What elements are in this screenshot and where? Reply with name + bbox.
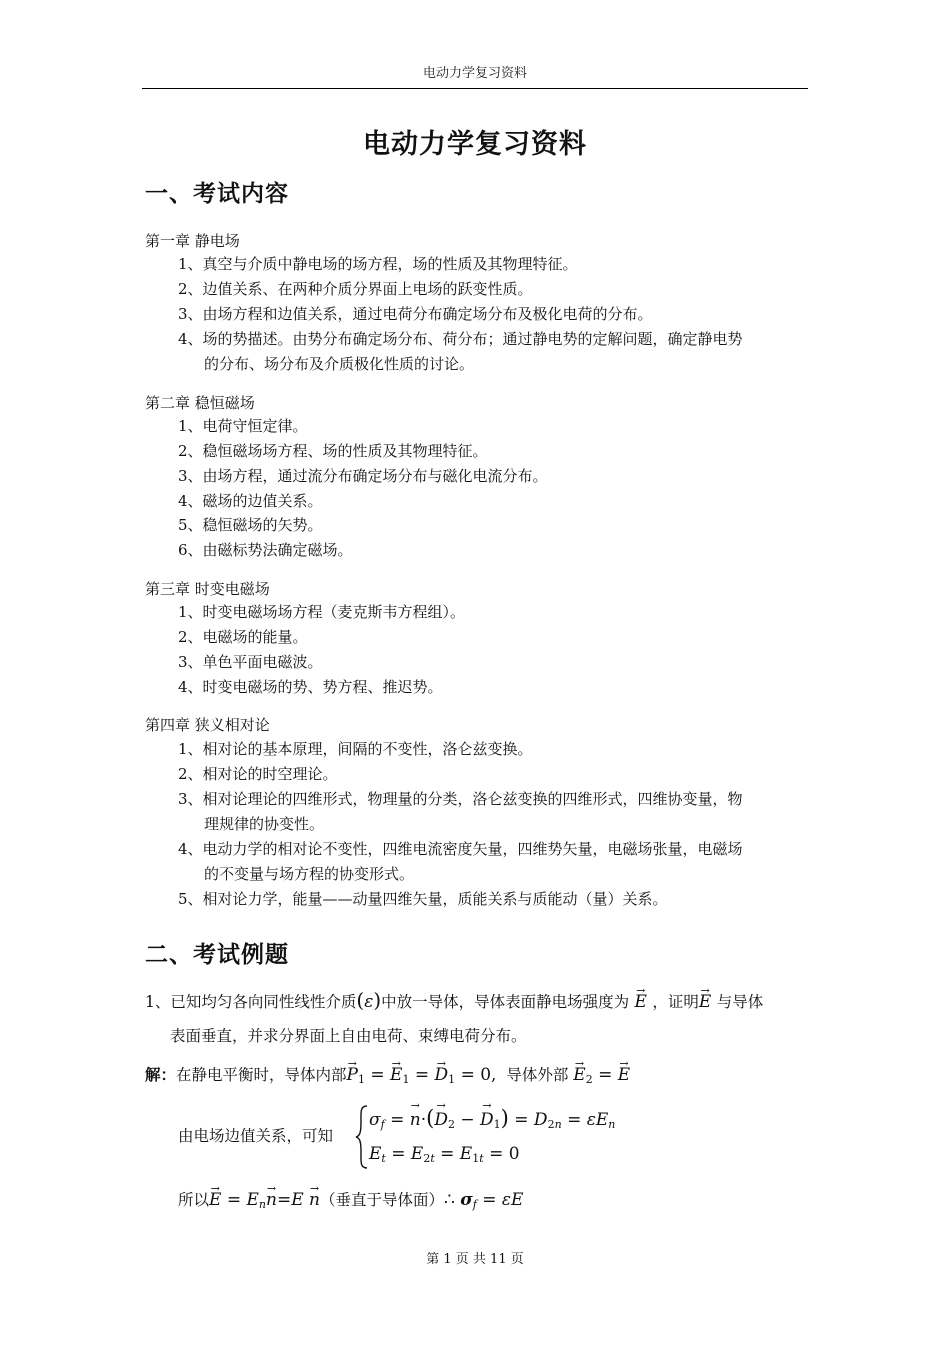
conclusion-text: 所以 bbox=[178, 1191, 210, 1209]
boundary-equation-system bbox=[355, 1104, 615, 1170]
chapter-4-item: 5、相对论力学，能量——动量四维矢量，质能关系与质能动（量）关系。 bbox=[178, 890, 668, 908]
chapter-2-item: 5、稳恒磁场的矢势。 bbox=[178, 516, 323, 534]
chapter-4-item-continued: 的不变量与场方程的协变形式。 bbox=[204, 865, 415, 883]
section-heading-2: 二、考试例题 bbox=[145, 942, 289, 968]
chapter-4-item: 2、相对论的时空理论。 bbox=[178, 765, 338, 783]
chapter-2-item: 2、稳恒磁场场方程、场的性质及其物理特征。 bbox=[178, 442, 488, 460]
chapter-3-label: 第三章 时变电磁场 bbox=[145, 580, 270, 598]
question-text: ，证明 bbox=[652, 993, 699, 1011]
chapter-2-item: 4、磁场的边值关系。 bbox=[178, 492, 323, 510]
chapter-1-item: 2、边值关系、在两种介质分界面上电场的跃变性质。 bbox=[178, 280, 533, 298]
left-brace-icon bbox=[355, 1104, 369, 1170]
math-epsilon: (ε) bbox=[356, 988, 382, 1012]
chapter-3-item: 4、时变电磁场的势、势方程、推迟势。 bbox=[178, 678, 443, 696]
equation-tangential-e: $E_t = E_{2t} = E_{1t} = 0$ bbox=[369, 1144, 520, 1165]
page-footer: 第 1 页 共 11 页 bbox=[426, 1252, 524, 1267]
section-heading-1: 一、考试内容 bbox=[145, 181, 289, 207]
math-outer-field: → $E_2$ = → E bbox=[573, 1065, 630, 1085]
chapter-3-item: 3、单色平面电磁波。 bbox=[178, 653, 323, 671]
chapter-1-item: 1、真空与介质中静电场的场方程，场的性质及其物理特征。 bbox=[178, 255, 578, 273]
example-question-line-1 bbox=[145, 982, 810, 1020]
question-text: 与导体 bbox=[716, 993, 764, 1011]
chapter-1-item: 4、场的势描述。由势分布确定场分布、荷分布；通过静电势的定解问题，确定静电势 bbox=[178, 330, 743, 348]
chapter-2-item: 3、由场方程，通过流分布确定场分布与磁化电流分布。 bbox=[178, 467, 548, 485]
chapter-2-item: 1、电荷守恒定律。 bbox=[178, 417, 308, 435]
chapter-1-item-continued: 的分布、场分布及介质极化性质的讨论。 bbox=[204, 355, 475, 373]
conclusion-line bbox=[178, 1182, 778, 1223]
chapter-3-item: 2、电磁场的能量。 bbox=[178, 628, 308, 646]
math-sigma-result: ∴ $\sigma_f = \varepsilon E$ bbox=[444, 1190, 524, 1211]
solution-label: 解： bbox=[145, 1065, 177, 1084]
question-text: 1、已知均匀各向同性线性介质 bbox=[145, 993, 357, 1011]
boundary-intro: 由电场边值关系，可知 bbox=[178, 1127, 334, 1145]
example-question-line-2: 表面垂直，并求分界面上自由电荷、束缚电荷分布。 bbox=[170, 1027, 527, 1045]
solution-text: 在静电平衡时，导体内部 bbox=[176, 1066, 347, 1084]
equation-sigma-f: $\sigma_f$ = → $n\cdot(\to D_2$ − → $D_1) = D_{2n} = \varepsilon E_n$ bbox=[369, 1106, 615, 1131]
chapter-4-item: 1、相对论的基本原理，间隔的不变性，洛仑兹变换。 bbox=[178, 740, 533, 758]
header-rule bbox=[142, 88, 808, 89]
question-text: 中放一导体，导体表面静电场强度为 bbox=[381, 993, 630, 1011]
solution-text: 导体外部 bbox=[506, 1066, 569, 1084]
math-vector-e: → E bbox=[699, 992, 717, 1012]
math-inner-field: → $P_1$ = → $E_1$ = → $D_1 = 0$, bbox=[347, 1065, 497, 1085]
chapter-1-label: 第一章 静电场 bbox=[145, 232, 240, 250]
chapter-3-item: 1、时变电磁场场方程（麦克斯韦方程组）。 bbox=[178, 603, 466, 621]
chapter-4-label: 第四章 狭义相对论 bbox=[145, 716, 270, 734]
math-e-normal: → $E = E_n\to n=E \to n$ bbox=[209, 1190, 320, 1210]
chapter-4-item: 4、电动力学的相对论不变性，四维电流密度矢量，四维势矢量，电磁场张量，电磁场 bbox=[178, 840, 743, 858]
solution-line-1 bbox=[145, 1057, 810, 1098]
chapter-4-item: 3、相对论理论的四维形式，物理量的分类，洛仑兹变换的四维形式，四维协变量，物 bbox=[178, 790, 743, 808]
chapter-1-item: 3、由场方程和边值关系，通过电荷分布确定场分布及极化电荷的分布。 bbox=[178, 305, 653, 323]
running-header: 电动力学复习资料 bbox=[422, 66, 527, 81]
document-title: 电动力学复习资料 bbox=[363, 129, 587, 160]
conclusion-text: （垂直于导体面） bbox=[320, 1191, 445, 1209]
math-vector-e: → E bbox=[629, 992, 652, 1012]
chapter-2-item: 6、由磁标势法确定磁场。 bbox=[178, 541, 353, 559]
chapter-4-item-continued: 理规律的协变性。 bbox=[204, 815, 325, 833]
chapter-2-label: 第二章 稳恒磁场 bbox=[145, 394, 255, 412]
